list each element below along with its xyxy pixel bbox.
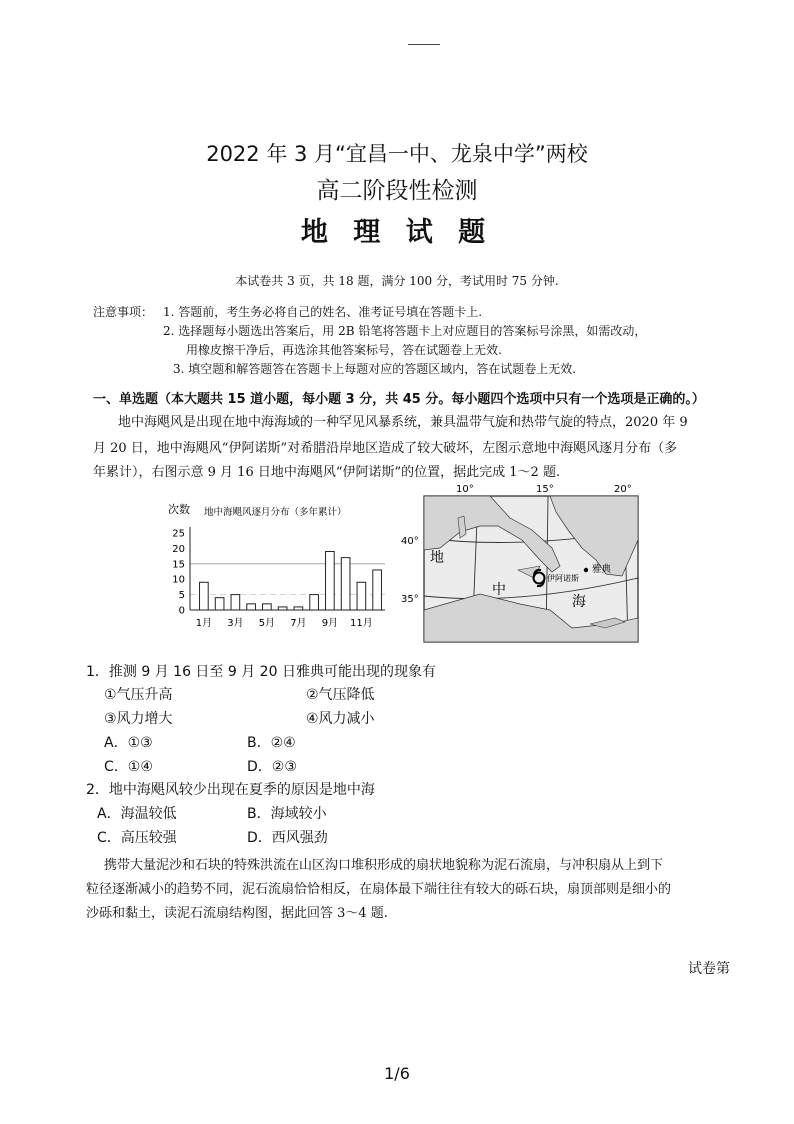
chart-bars [200,551,382,610]
x-tick-label: 5月 [258,618,276,629]
chart-yticks [172,529,185,617]
bar-8月 [310,595,319,610]
q1-option-c[interactable]: C．①④ [104,759,153,775]
passage2-line3: 沙砾和黏土，读泥石流扇结构图，据此回答 3～4 题. [86,906,388,921]
q1-option-b[interactable]: B．②④ [247,735,296,751]
x-tick-label: 7月 [290,618,307,629]
y-tick-label: 15 [172,559,185,571]
athens-dot [584,568,588,572]
footer-page-label: 试卷第 [688,961,730,977]
passage2-line1: 携带大量泥沙和石块的特殊洪流在山区沟口堆积形成的扇状地貌称为泥石流扇，与冲积扇从上到下 [104,858,664,873]
bar-3月 [231,595,240,610]
map-text-di: 地 [430,550,444,566]
note-item-3: 3. 填空题和解答题答在答题卡上每题对应的答题区域内，答在试题卷上无效. [173,362,577,376]
x-tick-label: 3月 [227,618,244,629]
athens-label: 雅典 [592,564,612,575]
q1-option-a[interactable]: A．①③ [104,735,153,751]
y-tick-label: 25 [172,528,185,540]
map-text-zhong: 中 [492,582,506,598]
chart-ylabel: 次数 [168,503,190,516]
x-tick-label: 1月 [195,618,213,629]
bar-12月 [373,570,382,610]
bar-9月 [326,551,335,610]
lon-label-20: 20° [614,484,632,495]
q1-item-4: ④风力减小 [306,711,375,727]
q2-option-d[interactable]: D．西风强劲 [247,830,328,846]
lat-label-40: 40° [401,536,419,547]
bar-10月 [341,558,350,610]
bar-4月 [247,604,256,610]
bar-7月 [294,607,303,610]
chart-xticks [196,617,373,629]
page-number: 1/6 [384,1064,410,1083]
q2-option-a[interactable]: A．海温较低 [97,806,177,822]
passage1-line2: 月 20 日，地中海飓风“伊阿诺斯”对希腊沿岸地区造成了较大破坏，左图示意地中海飓风逐月分布（多 [93,441,678,456]
top-rule [408,44,440,45]
q2-stem: 2．地中海飓风较少出现在夏季的原因是地中海 [86,782,375,798]
passage1-line3: 年累计），右图示意 9 月 16 日地中海飓风“伊阿诺斯”的位置，据此完成 1～2 题. [93,465,561,480]
note-item-2-cont: 用橡皮擦干净后，再选涂其他答案标号，答在试题卷上无效. [186,343,502,357]
q1-item-1: ①气压升高 [104,687,173,703]
storm-label: 伊阿诺斯 [547,574,579,583]
note-item-1: 1. 答题前，考生务必将自己的姓名、准考证号填在答题卡上. [163,305,483,319]
passage2-line2: 粒径逐渐减小的趋势不同，泥石流扇恰恰相反，在扇体最下端往往有较大的砾石块，扇顶部则是细小的 [86,882,672,897]
y-tick-label: 10 [172,574,185,586]
section-heading: 一、单选题（本大题共 15 道小题，每小题 3 分，共 45 分。每小题四个选项中只有一个选项是正确的。） [93,392,705,407]
q1-stem: 1．推测 9 月 16 日至 9 月 20 日雅典可能出现的现象有 [86,664,436,680]
exam-info: 本试卷共 3 页，共 18 题，满分 100 分，考试用时 75 分钟. [235,274,559,288]
lon-label-15: 15° [536,484,554,495]
x-tick-label: 9月 [321,618,339,629]
lat-label-35: 35° [401,594,419,605]
exam-title-line1: 2022 年 3 月“宜昌一中、龙泉中学”两校 [206,142,588,166]
bar-11月 [357,582,366,610]
note-item-2: 2. 选择题每小题选出答案后，用 2B 铅笔将答题卡上对应题目的答案标号涂黑，如需改动， [163,324,647,338]
mediterranean-map [400,478,650,648]
bar-6月 [278,607,287,610]
exam-title-subject: 地 理 试 题 [300,217,494,248]
chart-title: 地中海飓风逐月分布（多年累计） [204,507,347,518]
y-tick-label: 5 [178,590,185,602]
q1-item-2: ②气压降低 [306,687,375,703]
map-text-hai: 海 [572,594,586,610]
q1-item-3: ③风力增大 [104,711,173,727]
passage1-line1: 地中海飓风是出现在地中海海域的一种罕见风暴系统，兼具温带气旋和热带气旋的特点，2020 年 9 [118,415,688,430]
exam-title-line2: 高二阶段性检测 [316,178,478,204]
y-tick-label: 0 [178,605,185,617]
bar-1月 [200,582,209,610]
q2-option-c[interactable]: C．高压较强 [97,830,177,846]
x-tick-label: 11月 [350,618,373,629]
bar-5月 [263,604,272,610]
bar-2月 [215,598,224,610]
q1-option-d[interactable]: D．②③ [247,759,297,775]
hurricane-bar-chart [160,495,390,640]
y-tick-label: 20 [172,543,185,555]
q2-option-b[interactable]: B．海域较小 [247,806,327,822]
chart-gridlines [190,564,385,595]
notes-label: 注意事项： [93,305,154,319]
lon-label-10: 10° [456,484,474,495]
